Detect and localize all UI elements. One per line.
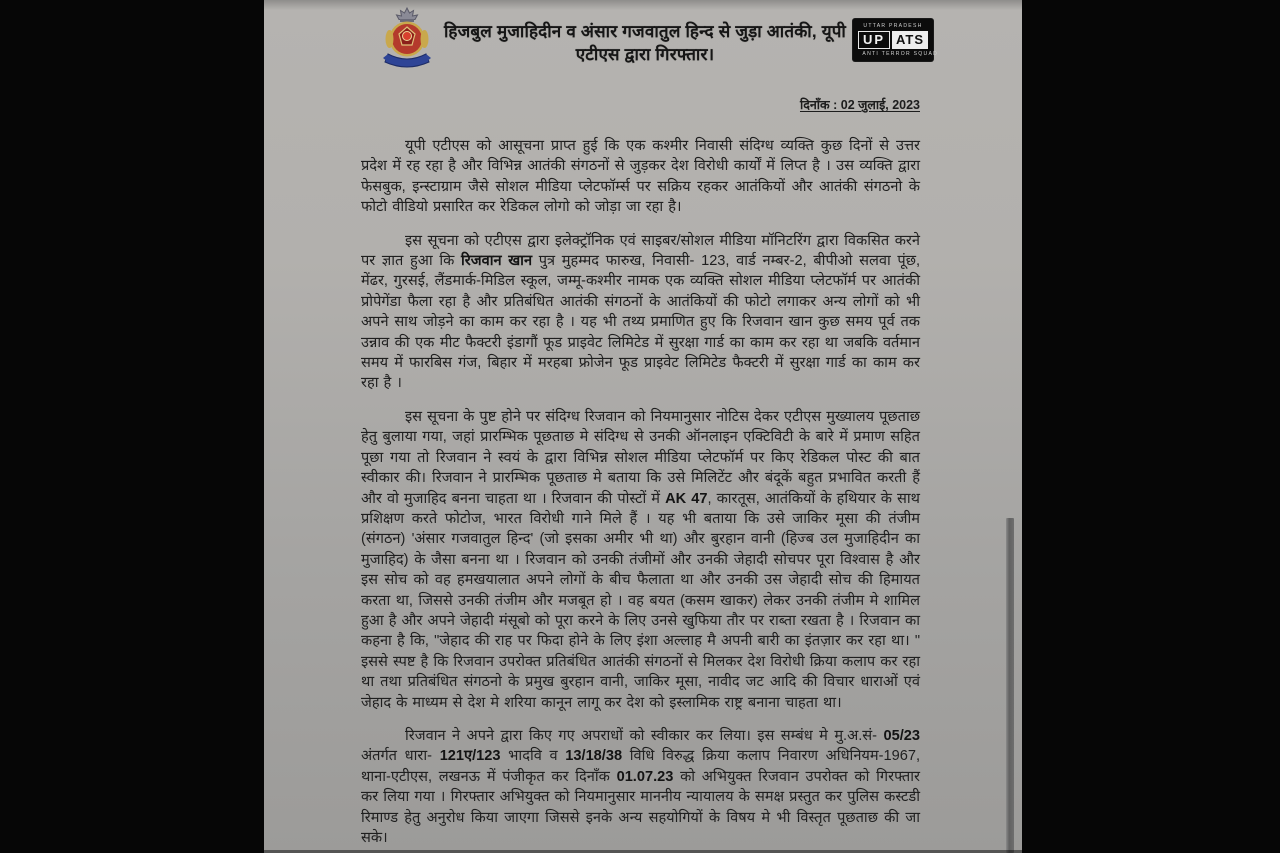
ats-logo-mid-row bbox=[857, 31, 929, 49]
document-body bbox=[361, 136, 920, 848]
title-line-2: एटीएस द्वारा गिरफ्तार। bbox=[575, 45, 715, 64]
title-line-1: हिजबुल मुजाहिदीन व अंसार गजवातुल हिन्द से जुड़ा आतंकी, यूपी bbox=[443, 22, 847, 41]
ats-logo-top-text: UTTAR PRADESH bbox=[863, 23, 923, 29]
document-header bbox=[264, 0, 1022, 70]
ats-logo-up-text: UP bbox=[858, 31, 890, 49]
up-police-crest-icon bbox=[376, 6, 438, 70]
body-paragraph: यूपी एटीएस को आसूचना प्राप्त हुई कि एक कश्मीर निवासी संदिग्ध व्यक्ति कुछ दिनों से उत्तर प्रदेश में रह रहा है और विभिन्न आतंकी संगठनों से जुड़कर देश विरोधी कार्यों में लिप्त है । उस व्यक्ति द्वारा फेसबुक, इन्स्टाग्राम जैसे सोशल मीडिया प्लेटफॉर्म्स पर सक्रिय रहकर आतंकियों और आतंकी संगठनो के फोटो वीडियो प्रसारित कर रेडिकल लोगो को जोड़ा जा रहा है। bbox=[361, 138, 920, 216]
ats-logo-ats-text: ATS bbox=[892, 31, 928, 49]
date-row bbox=[264, 96, 920, 114]
body-paragraph: इस सूचना को एटीएस द्वारा इलेक्ट्रॉनिक एवं साइबर/सोशल मीडिया मॉनिटरिंग द्वारा विकसित करने पर ज्ञात हुआ कि रिजवान खान पुत्र मुहम्मद फारुख, निवासी- 123, वार्ड नम्बर-2, बीपीओ सलवा पूंछ, मेंढर, गुरसई, लैंडमार्क-मिडिल स्कूल, जम्मू-कश्मीर नामक एक व्यक्ति सोशल मीडिया प्लेटफॉर्म पर आतंकी प्रोपेगेंडा फैला रहा है और प्रतिबंधित आतंकी संगठनों के आतंकियों की फोटो लगाकर अन्य लोगों को भी अपने साथ जोड़ने का काम कर रहा है । यह भी तथ्य प्रमाणित हुए कि रिजवान खान कुछ समय पूर्व तक उन्नाव की एक मीट फैक्टरी इंडागौं फूड प्राइवेट लिमिटेड में सुरक्षा गार्ड का काम कर रहा था जबकि वर्तमान समय में फारबिस गंज, बिहार में मरहबा फ्रोजेन फूड प्राइवेट लिमिटेड फैक्टरी में सुरक्षा गार्ड का काम कर रहा है । bbox=[361, 232, 920, 392]
ats-logo-bottom-text: ANTI TERROR SQUAD bbox=[862, 51, 939, 57]
page-title bbox=[438, 6, 852, 66]
body-paragraph: रिजवान ने अपने द्वारा किए गए अपराधों को स्वीकार कर लिया। इस सम्बंध मे मु.अ.सं- 05/23 अंतर्गत धारा- 121ए/123 भादवि व 13/18/38 विधि विरुद्ध क्रिया कलाप निवारण अधिनियम-1967, थाना-एटीएस, लखनऊ में पंजीकृत कर दिनाँक 01.07.23 को अभियुक्त रिजवान उपरोक्त को गिरफ्तार कर लिया गया । गिरफ्तार अभियुक्त को नियमानुसार माननीय न्यायालय के समक्ष प्रस्तुत कर पुलिस कस्टडी रिमाण्ड हेतु अनुरोध किया जाएगा जिससे इनके अन्य सहयोगियों के विषय मे भी विस्तृत पूछताछ की जा सके। bbox=[361, 727, 921, 846]
scrollbar-thumb[interactable] bbox=[1006, 518, 1014, 853]
date-label: दिनाँक : 02 जुलाई, 2023 bbox=[799, 98, 920, 112]
up-ats-logo bbox=[852, 18, 939, 62]
press-release-page bbox=[264, 0, 1022, 853]
body-paragraph: इस सूचना के पुष्ट होने पर संदिग्ध रिजवान को नियमानुसार नोटिस देकर एटीएस मुख्यालय पूछताछ हेतु बुलाया गया, जहां प्रारम्भिक पूछताछ मे संदिग्ध से उनकी ऑनलाइन एक्टिविटी के बारे में प्रमाण सहित पूछा गया तो रिजवान ने स्वयं के द्वारा विभिन्न सोशल मीडिया प्लेटफॉर्म पर किए रेडिकल पोस्ट की बात स्वीकार की। रिजवान ने प्रारम्भिक पूछताछ मे बताया कि उसे मिलिटेंट और बंदूकें बहुत प्रभावित करती हैं और वो मुजाहिद बनना चाहता था । रिजवान की पोस्टों में AK 47, कारतूस, आतंकियों के हथियार के साथ प्रशिक्षण करते फोटोज, भारत विरोधी गाने मिले हैं । यह भी बताया कि उसे जाकिर मूसा की तंजीम (संगठन) 'अंसार गजवातुल हिन्द' (जो इसका अमीर भी था) और बुरहान वानी (हिज्ब उल मुजाहिदीन का मुजाहिद) के जैसा बनना था । रिजवान को उनकी तंजीमों और उनकी जेहादी सोचपर पूरा विश्वास है और इस सोच को वह हमखयालात अपने लोगों के बीच फैलाता था और उनकी उस जेहादी सोच की हिमायत करता था, जिससे उनकी तंजीम और मजबूत हो । वह बयत (कसम खाकर) लेकर उनकी तंजीम मे शामिल हुआ है और अपने जेहादी मंसूबो को पूरा करने के लिए उनसे खुफिया तौर पर राब्ता रखता है । रिजवान का कहना है कि, "जेहाद की राह पर फिदा होने के लिए इंशा अल्लाह मै अपनी बारी का इंतज़ार कर रहा था। " इससे स्पष्ट है कि रिजवान उपरोक्त प्रतिबंधित आतंकी संगठनों से मिलकर देश विरोधी क्रिया कलाप कर रहा था तथा प्रतिबंधित संगठनो के प्रमुख बुरहान वानी, जाकिर मूसा, नावीद जट आदि की विचार धाराओं एवं जेहाद के माध्यम से देश मे शरिया कानून लागू कर देश को इस्लामिक राष्ट्र बनाना चाहता था। bbox=[361, 408, 920, 711]
